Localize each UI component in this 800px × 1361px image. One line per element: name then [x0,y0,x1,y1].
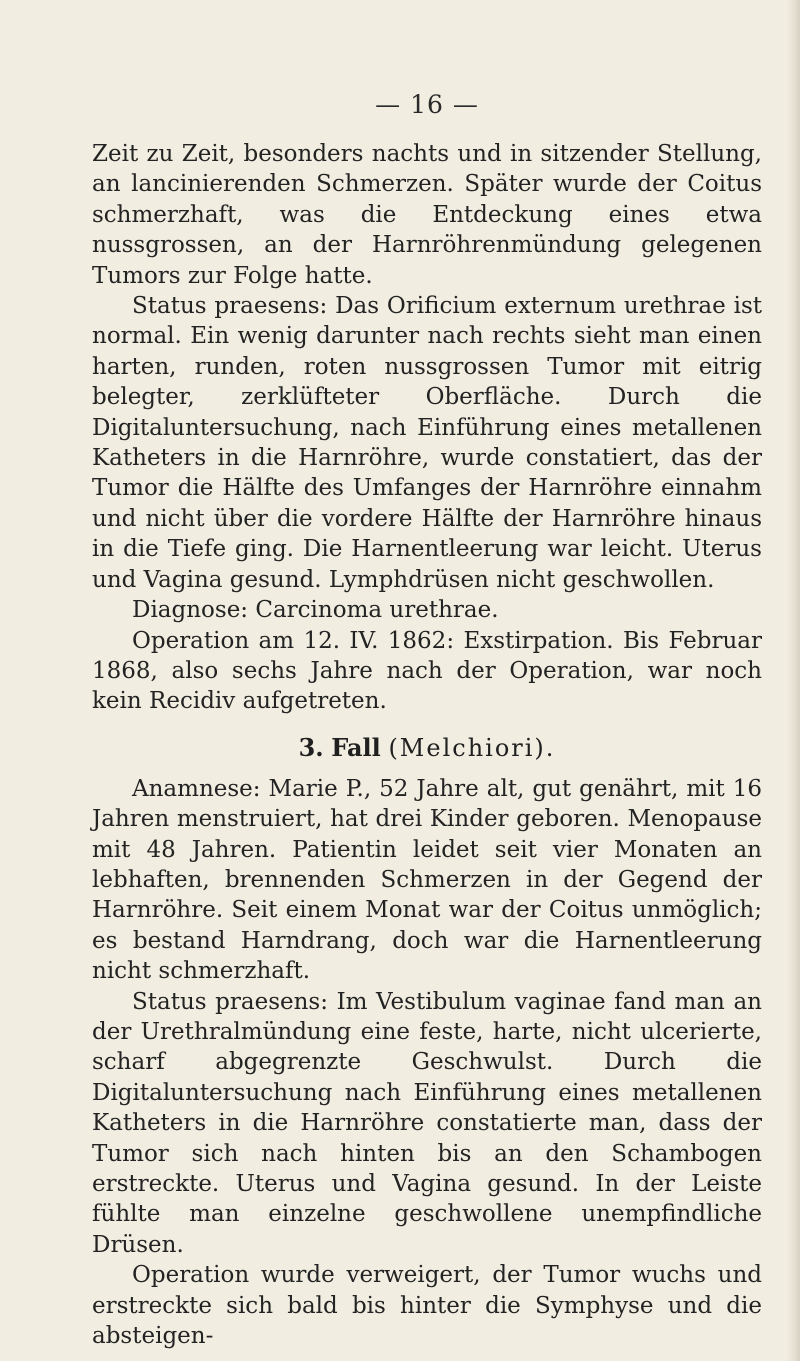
page-edge-shadow [786,0,800,1361]
heading-word: Fall [331,732,381,762]
paragraph-status-praesens: Status praesens: Das Orificium externum urethrae ist normal. Ein wenig darunter nach rechts sieht man einen harten, runden, roten nussgrossen Tumor mit eitrig belegter, zerklüfteter Oberfläche. Durch die Digitaluntersuchung, nach Einführung eines metallenen Katheters in die Harnröhre, wurde constatiert, das der Tumor die Hälfte des Umfanges der Harnröhre einnahm und nicht über die vordere Hälfte der Harnröhre hinaus in die Tiefe ging. Die Harnentleerung war leicht. Uterus und Vagina gesund. Lymphdrüsen nicht geschwollen. [92,293,762,593]
heading-name: (Melchiori). [388,733,556,762]
paragraph-anamnese: Anamnese: Marie P., 52 Jahre alt, gut genährt, mit 16 Jahren menstruiert, hat drei Kinder geboren. Menopause mit 48 Jahren. Patientin leidet seit vier Monaten an lebhaften, brennenden Schmerzen in der Gegend der Harnröhre. Seit einem Monat war der Coitus unmöglich; es bestand Harndrang, doch war die Harnentleerung nicht schmerzhaft. [92,775,762,985]
paragraph-diagnose: Diagnose: Carcinoma urethrae. [132,597,499,624]
section-heading [92,733,762,762]
paragraph-status-praesens-2: Status praesens: Im Vestibulum vaginae fand man an der Urethralmündung eine feste, harte, nicht ulcerierte, scharf abgegrenzte Geschwulst. Durch die Digitaluntersuchung nach Einführung eines metallenen Katheters in die Harnröhre constatierte man, dass der Tumor sich nach hinten bis an den Schambogen erstreckte. Uterus und Vagina gesund. In der Leiste fühlte man einzelne geschwollene unempfindliche Drüsen. [92,988,762,1258]
paragraph-operation-2: Operation wurde verweigert, der Tumor wuchs und erstreckte sich bald bis hinter die Symphyse und die absteigen- [92,1262,762,1350]
paragraph-continuation: Zeit zu Zeit, besonders nachts und in sitzender Stellung, an lancinierenden Schmerzen. Später wurde der Coitus schmerzhaft, was die Entdeckung eines etwa nussgrossen, an der Harnröhrenmündung gelegenen Tumors zur Folge hatte. [92,141,762,289]
page-number: — 16 — [375,90,479,119]
page-text [92,139,762,1351]
paragraph-operation: Operation am 12. IV. 1862: Exstirpation. Bis Februar 1868, also sechs Jahre nach der Operation, war noch kein Recidiv aufgetreten. [92,627,762,715]
heading-number: 3. [298,732,324,762]
